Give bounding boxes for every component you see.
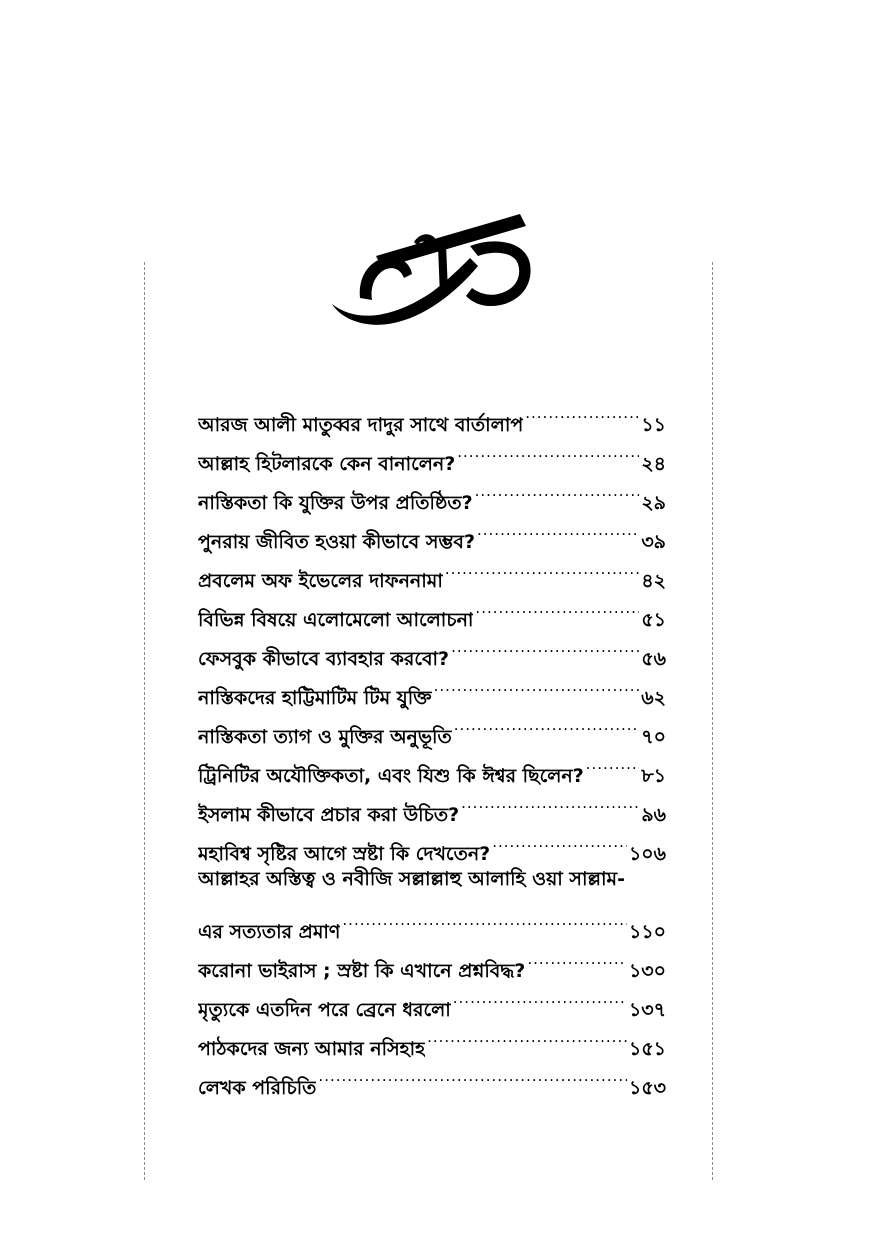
- dot-leader: [586, 743, 640, 782]
- toc-entry[interactable]: [198, 392, 666, 436]
- toc-entry-title: পাঠকদের জন্য আমার নসিহাহ: [198, 1038, 426, 1060]
- left-dashed-border: [144, 262, 145, 1180]
- toc-entry-title: ট্রিনিটির অযৌক্তিকতা, এবং যিশু কি ঈশ্বর ছিলেন?: [198, 765, 584, 787]
- dot-leader: [427, 1016, 627, 1055]
- toc-entry-title: ইসলাম কীভাবে প্রচার করা উচিত?: [198, 804, 460, 826]
- toc-entry-title: আরজ আলী মাতুব্বর দাদুর সাথে বার্তালাপ: [198, 414, 524, 436]
- dot-leader: [527, 938, 627, 977]
- toc-entry-page: ১৩৭: [628, 999, 666, 1021]
- toc-entry-page: ১৩০: [628, 960, 666, 982]
- toc-entry-page: ৫১: [641, 609, 666, 631]
- table-of-contents: [198, 392, 666, 1099]
- dot-leader: [445, 548, 639, 587]
- contents-heading: [320, 206, 550, 336]
- toc-entry-page: ২৪: [641, 453, 666, 475]
- toc-entry-page: ১০৬: [628, 843, 666, 865]
- toc-entry-title: ফেসবুক কীভাবে ব্যাবহার করবো?: [198, 648, 450, 670]
- dot-leader: [318, 1055, 627, 1094]
- dot-leader: [451, 626, 639, 665]
- toc-entry-page: ১৫১: [629, 1038, 666, 1060]
- toc-entry-page: ৬২: [641, 687, 666, 709]
- toc-entry-title: পুনরায় জীবিত হওয়া কীভাবে সম্ভব?: [198, 531, 475, 553]
- toc-entry[interactable]: [198, 899, 666, 943]
- right-dashed-border: [712, 262, 713, 1180]
- toc-entry-first-line[interactable]: [198, 860, 666, 899]
- toc-entry-title: নাস্তিকদের হাট্টিমাটিম টিম যুক্তি: [198, 687, 432, 709]
- toc-entry-title: এর সত্যতার প্রমাণ: [198, 921, 341, 943]
- toc-entry-title: মহাবিশ্ব সৃষ্টির আগে স্রষ্টা কি দেখতেন?: [198, 843, 491, 865]
- dot-leader: [461, 782, 639, 821]
- dot-leader: [477, 509, 639, 548]
- toc-entry-title: নাস্তিকতা ত্যাগ ও মুক্তির অনুভূতি: [198, 726, 452, 748]
- toc-entry-title: প্রবলেম অফ ইভেলের দাফননামা: [198, 570, 443, 592]
- toc-entry-page: ৪২: [641, 570, 666, 592]
- toc-entry-page: ৯৬: [641, 804, 666, 826]
- dot-leader: [492, 821, 627, 860]
- toc-entry-page: ৩৯: [641, 531, 666, 553]
- dot-leader: [457, 431, 639, 470]
- dot-leader: [475, 587, 639, 626]
- calligraphic-heading-art: [320, 206, 550, 336]
- toc-entry-title: করোনা ভাইরাস ; স্রষ্টা কি এখানে প্রশ্নবিদ্ধ?: [198, 960, 526, 982]
- toc-entry-page: ৭০: [641, 726, 666, 748]
- toc-entry-page: ২৯: [641, 492, 666, 514]
- toc-entry-title: নাস্তিকতা কি যুক্তির উপর প্রতিষ্ঠিত?: [198, 492, 473, 514]
- toc-entry-title: আল্লাহ হিটলারকে কেন বানালেন?: [198, 453, 456, 475]
- dot-leader: [454, 704, 640, 743]
- toc-entry-title: মৃত্যুকে এতদিন পরে ব্রেনে ধরলো: [198, 999, 451, 1021]
- toc-entry-title: আল্লাহর অস্তিত্ব ও নবীজি সল্লাল্লাহু আলাহি ওয়া সাল্লাম-: [198, 868, 625, 890]
- dot-leader: [453, 977, 627, 1016]
- toc-entry-title: লেখক পরিচিতি: [198, 1077, 317, 1099]
- toc-entry-page: ৫৬: [641, 648, 666, 670]
- dot-leader: [525, 392, 639, 431]
- dot-leader: [342, 899, 627, 938]
- toc-entry-page: ৮১: [641, 765, 666, 787]
- toc-entry-page: ১৫৩: [628, 1077, 666, 1099]
- toc-entry-page: ১১০: [628, 921, 666, 943]
- dot-leader: [434, 665, 640, 704]
- toc-entry-page: ১১: [641, 414, 666, 436]
- dot-leader: [475, 470, 640, 509]
- toc-entry-title: বিভিন্ন বিষয়ে এলোমেলো আলোচনা: [198, 609, 474, 631]
